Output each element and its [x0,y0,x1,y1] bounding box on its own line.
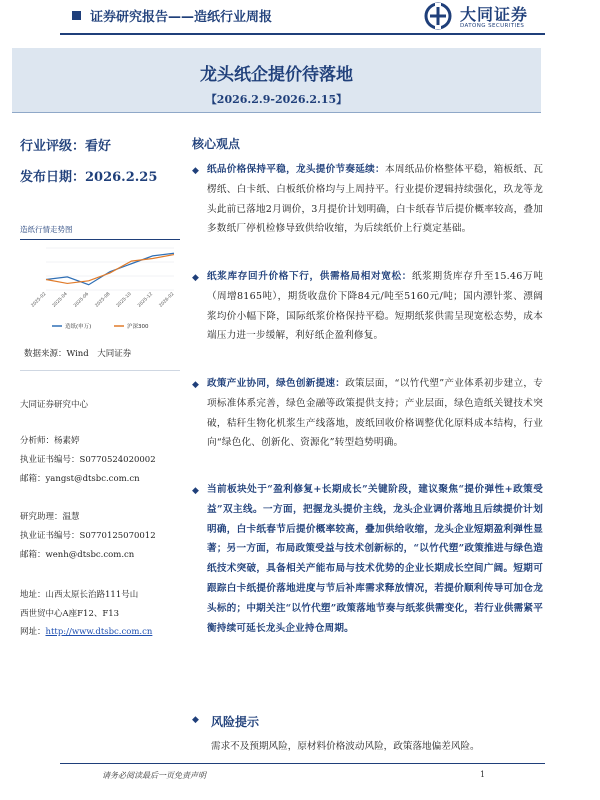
website-label: 网址： [20,627,46,637]
logo-text-cn: 大同证券 [460,5,529,24]
assistant-cert-number: 执业证书编号：S0770125070012 [20,531,156,541]
chart-x-tick-label: 2026-02 [158,291,176,309]
diamond-bullet-icon: ◆ [192,715,199,725]
point-body: 本周纸品价格整体平稳，箱板纸、瓦楞纸、白卡纸、白板纸价格均与上周持平。行业提价逻辑持续强化，玖龙等龙头此前已落地2月调价，3月提价计划明确，白卡纸春节后提价概率较高，叠加多数纸厂停机检修导致供给收缩，为后续纸价上行奠定基础。 [207,164,544,235]
header-divider [60,33,545,35]
chart-title: 造纸行情走势图 [20,225,73,234]
analyst-name: 分析师：杨素婷 [20,436,80,446]
chart-title-divider [20,239,180,240]
chart-legend-label: 造纸(申万) [65,324,92,330]
chart-x-tick-label: 2025-08 [94,291,112,309]
company-logo [424,2,554,32]
research-institute: 大同证券研究中心 [20,400,89,410]
point-paragraph-2 [207,267,543,346]
industry-rating: 行业评级：看好 [20,139,112,154]
publish-date: 发布日期：2026.2.25 [20,170,158,185]
report-type-title: 证券研究报告——造纸行业周报 [90,10,273,25]
chart-legend-label: 沪深300 [127,324,149,330]
report-header [0,0,600,48]
chart-x-tick-label: 2025-04 [51,291,69,309]
chart-x-tick-label: 2025-12 [137,291,155,309]
point-lead: 纸品价格保持平稳，龙头提价节奏延续： [207,164,385,175]
analyst-cert-number: 执业证书编号：S0770524020002 [20,455,156,465]
title-banner [12,48,541,112]
company-address-line2: 西世贸中心A座F12、F13 [20,609,120,619]
chart-x-tick-label: 2025-02 [30,291,48,309]
analyst-email: 邮箱：yangst@dtsbc.com.cn [20,474,140,484]
point-body: 纸浆期货库存升至15.46万吨（周增8165吨），期货收盘价下降84元/吨至5160元/吨；国内漂针浆、漂阔浆均价小幅下降，国际纸浆价格保持平稳。短期纸浆供需呈现宽松态势，成本端压力进一步缓解，利好纸企盈利修复。 [207,271,544,342]
risk-text: 需求不及预期风险，原材料价格波动风险，政策落地偏差风险。 [211,741,480,752]
chart-series-line-2 [46,255,174,284]
assistant-name: 研究助理：温慧 [20,512,80,522]
point-body: 政策层面，“以竹代塑”产业体系初步建立，专项标准体系完善，绿色金融等政策提供支持；产业层面，绿色造纸关键技术突破，秸秆生物化机浆生产线落地，废纸回收价格调整优化原料成本结构，行业向“绿色化、创新化、资源化”转型趋势明确。 [207,378,543,449]
sidebar-divider [20,370,180,371]
diamond-bullet-icon: ◆ [192,273,199,283]
disclaimer-note: 请务必阅读最后一页免责声明 [102,771,206,780]
company-address-line1: 地址：山西太原长治路111号山 [20,590,139,600]
page-number: 1 [480,770,486,779]
chart-x-tick-label: 2025-06 [73,291,91,309]
diamond-bullet-icon: ◆ [192,166,199,176]
point-paragraph-4: 当前板块处于“盈利修复+长期成长”关键阶段，建议聚焦“提价弹性+政策受益”双主线。一方面，把握龙头提价主线，龙头企业调价落地且后续提价计划明确，白卡纸春节后提价概率较高，叠加供给收缩，龙头企业短期盈利弹性显著；另一方面，布局政策受益与技术创新标的，“以竹代塑”政策推进与绿色造纸技术突破，具备相关产能布局与技术优势的企业长期成长空间广阔。短期可跟踪白卡纸提价落地进度与节后补库需求释放情况，若提价顺利传导可加仓龙头标的；中期关注“以竹代塑”政策落地节奏与纸浆供需变化，若行业供需紧平衡持续可延长龙头企业持仓周期。 [207,484,543,634]
point-lead: 政策产业协同，绿色创新提速： [207,378,346,389]
trend-chart [20,242,180,334]
report-title: 龙头纸企提价待落地 [200,65,353,85]
chart-x-tick-label: 2025-10 [115,291,133,309]
company-website [20,625,152,637]
diamond-bullet-icon: ◆ [192,486,199,496]
risk-heading: 风险提示 [211,715,260,729]
assistant-email: 邮箱：wenh@dtsbc.com.cn [20,550,135,560]
point-paragraph-3 [207,374,543,453]
point-paragraph-1 [207,160,543,239]
core-views-heading: 核心观点 [192,137,241,151]
point-lead: 纸浆库存回升价格下行，供需格局相对宽松： [207,271,413,282]
report-period: 【2026.2.9-2026.2.15】 [205,93,348,106]
diamond-bullet-icon: ◆ [192,380,199,390]
website-link[interactable]: http://www.dtsbc.com.cn [45,627,153,637]
footer-divider [60,763,545,764]
logo-text-en: DATONG SECURITIES [460,23,525,29]
chart-source: 数据来源：Wind 大同证券 [24,349,132,359]
banner-divider [12,112,541,113]
logo-mark-icon [424,2,454,30]
header-square-icon [72,11,81,20]
